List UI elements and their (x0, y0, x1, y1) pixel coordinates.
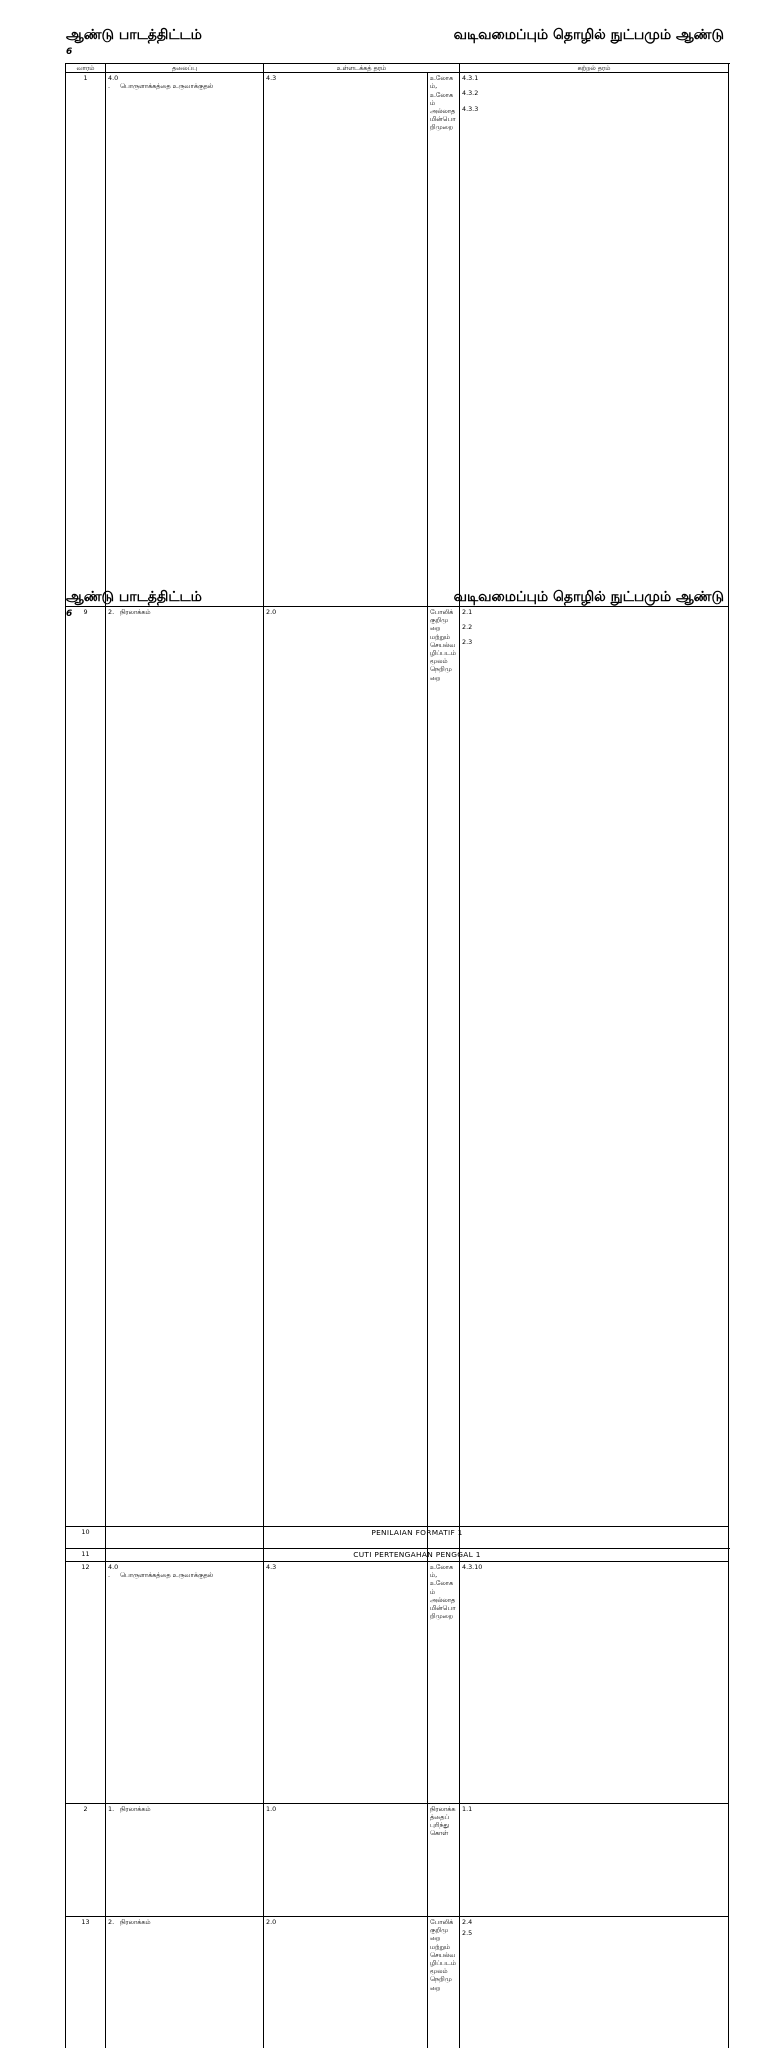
week-number: 2 (66, 1803, 106, 2048)
topic-cell (106, 607, 264, 1527)
subject-title: வடிவமைப்பும் தொழில் நுட்பமும் ஆண்டு (454, 27, 724, 45)
column-header-standard: உள்ளடக்கத் தரம் (264, 64, 460, 73)
standard-text: போலிக் குறிமுறை மற்றும் செயல்வழிப்படம் மூலம் நெறிமுறை (428, 607, 460, 1527)
learning-code: 2.2 (462, 623, 726, 631)
topic-text: பொருளாக்கத்தை உருவாக்குதல் (120, 1571, 213, 1579)
spacer (462, 82, 726, 89)
column-header-learning: கற்றல் தரம் (460, 64, 729, 73)
spacer (462, 616, 726, 623)
merged-row-label: CUTI PERTENGAHAN PENGGAL 1 (106, 1549, 729, 1562)
learning-code: 4.3.10 (462, 1563, 726, 1571)
topic-text: நிரலாக்கம் (120, 608, 151, 616)
table-row (66, 607, 729, 1527)
year-label: 6 (66, 47, 72, 57)
annual-plan-title: ஆண்டு பாடத்திட்டம் (66, 27, 202, 45)
topic-text: நிரலாக்கம் (120, 1805, 151, 1813)
table-row (66, 1562, 729, 1917)
learning-code: 1.1 (462, 1805, 726, 1813)
week-number: 1 (66, 73, 106, 1804)
annual-plan-title: ஆண்டு பாடத்திட்டம் (66, 589, 202, 607)
standard-text: நிரலாக்கத்தைப் புரிந்து கொள் (428, 1803, 460, 2048)
learning-code: 2.5 (462, 1929, 726, 1937)
week-number: 13 (66, 1917, 106, 2048)
standard-text: போலிக் குறிமுறை மற்றும் செயல்வழிப்படம் மூலம் நெறிமுறை (428, 1917, 460, 2048)
topic-cell (106, 1562, 264, 1917)
column-header-week: வாரம் (66, 64, 106, 73)
topic-text: நிரலாக்கம் (120, 1918, 151, 1926)
standard-code: 4.3 (264, 73, 428, 1804)
page-header (0, 0, 768, 46)
learning-code: 4.3.2 (462, 89, 726, 97)
topic-cell (106, 1917, 264, 2048)
subject-title: வடிவமைப்பும் தொழில் நுட்பமும் ஆண்டு (454, 589, 724, 607)
standard-code: 2.0 (264, 607, 428, 1527)
topic-code: 2. (108, 608, 120, 616)
learning-code-cell (460, 1917, 729, 2048)
learning-code: 2.4 (462, 1918, 726, 1926)
lesson-plan-table (65, 606, 729, 2048)
learning-code-cell (460, 607, 729, 1527)
page-section-1 (0, 0, 768, 46)
standard-code: 1.0 (264, 1803, 428, 2048)
table-header-row (66, 64, 729, 73)
standard-code: 4.3 (264, 1562, 428, 1917)
learning-code-cell (460, 1562, 729, 1917)
table-row (66, 1917, 729, 2048)
standard-code: 2.0 (264, 1917, 428, 2048)
topic-code: 2. (108, 1918, 120, 1926)
week-number: 10 (66, 1527, 106, 1549)
column-header-topic: தலைப்பு (106, 64, 264, 73)
learning-code: 2.3 (462, 638, 726, 646)
week-number: 9 (66, 607, 106, 1527)
merged-row-label: PENILAIAN FORMATIF 1 (106, 1527, 729, 1549)
page-header (0, 562, 768, 608)
table-row (66, 1549, 729, 1562)
standard-text: உலோகம், உலோகம் அல்லாத மின்பொறிமுறை (428, 1562, 460, 1917)
topic-code: 4.0. (108, 74, 120, 90)
week-number: 12 (66, 1562, 106, 1917)
learning-code: 4.3.1 (462, 74, 726, 82)
table-body (66, 607, 729, 2048)
topic-text: பொருளாக்கத்தை உருவாக்குதல் (120, 82, 213, 90)
topic-code: 1. (108, 1805, 120, 1813)
week-number: 11 (66, 1549, 106, 1562)
year-label: 6 (66, 609, 72, 619)
standard-text: உலோகம், உலோகம் அல்லாத மின்பொறிமுறை (428, 73, 460, 1804)
table-row (66, 1527, 729, 1549)
spacer (462, 631, 726, 638)
learning-code: 4.3.3 (462, 105, 726, 113)
topic-code: 4.0. (108, 1563, 120, 1579)
page-section-2 (0, 562, 768, 608)
spacer (462, 98, 726, 105)
learning-code: 2.1 (462, 608, 726, 616)
